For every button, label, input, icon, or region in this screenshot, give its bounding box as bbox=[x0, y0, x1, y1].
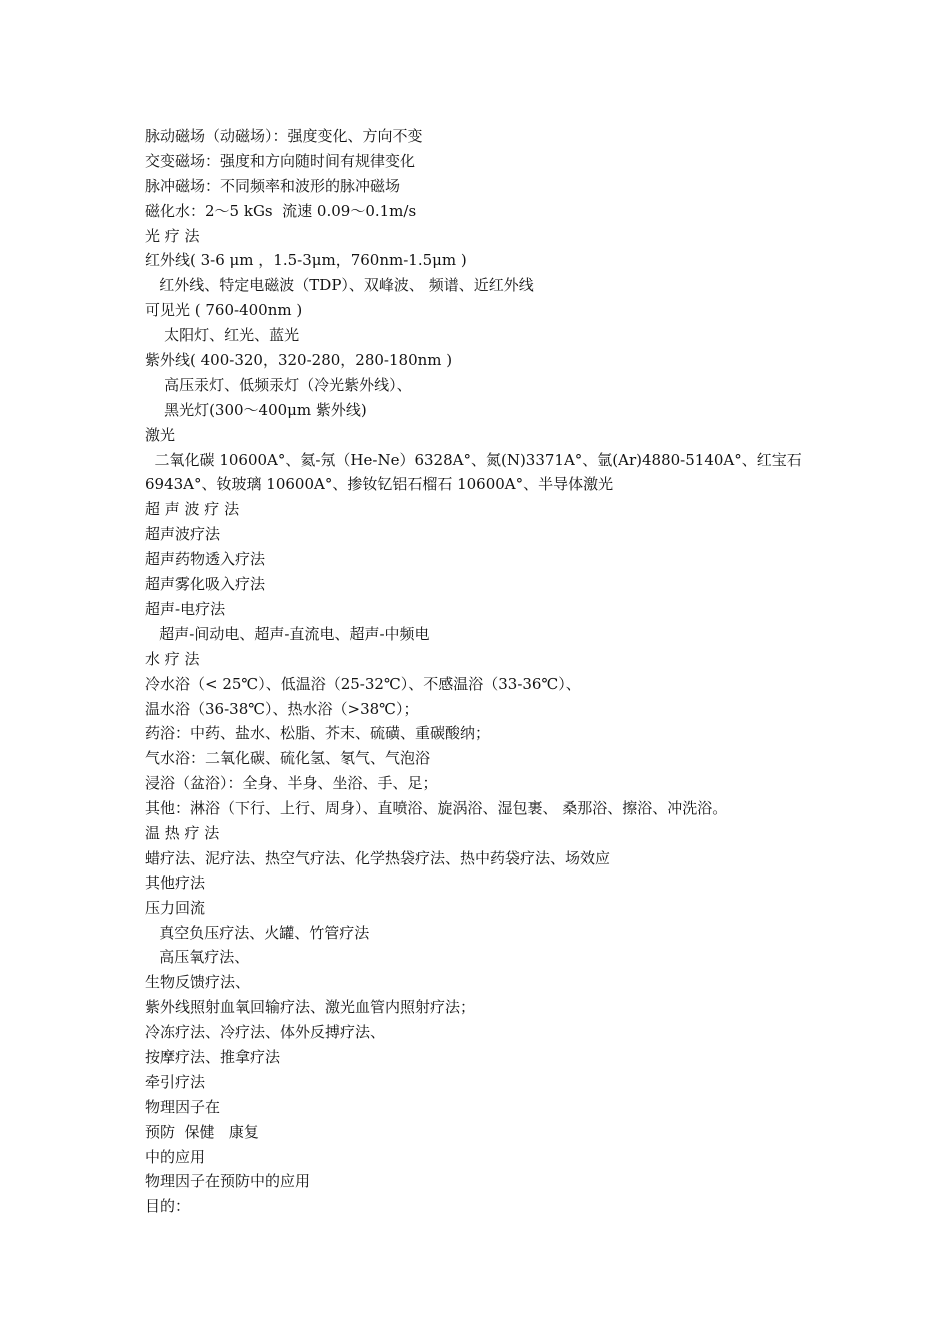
section-heading: 光 疗 法 bbox=[145, 226, 200, 245]
text-line: 气水浴：二氧化碳、硫化氢、氡气、气泡浴 bbox=[145, 749, 431, 768]
section-heading: 温 热 疗 法 bbox=[145, 823, 220, 842]
text-paragraph: 二氧化碳 10600A°、氦-氖（He-Ne）6328A°、氮(N)3371A°、氩(Ar)4880-5140A°、红宝石 6943A°、钕玻璃 10600A°、掺钕钇铝石榴石 10600A°、半导体激光 bbox=[145, 450, 807, 494]
text-line: 其他疗法 bbox=[145, 873, 206, 892]
text-line: 可见光 ( 760-400nm ) bbox=[145, 301, 303, 320]
text-line: 太阳灯、红光、蓝光 bbox=[145, 326, 300, 345]
text-line: 脉动磁场（动磁场）：强度变化、方向不变 bbox=[145, 127, 423, 145]
text-line: 冷冻疗法、冷疗法、体外反搏疗法、 bbox=[145, 1023, 386, 1042]
section-heading: 水 疗 法 bbox=[145, 649, 200, 668]
text-line: 温水浴（36-38℃）、热水浴（>38℃）； bbox=[145, 699, 419, 718]
text-line: 物理因子在 bbox=[145, 1097, 221, 1116]
text-line: 蜡疗法、泥疗法、热空气疗法、化学热袋疗法、热中药袋疗法、场效应 bbox=[145, 848, 611, 867]
text-line: 牵引疗法 bbox=[145, 1072, 206, 1091]
text-line: 超声雾化吸入疗法 bbox=[145, 575, 266, 594]
text-line: 物理因子在预防中的应用 bbox=[145, 1172, 311, 1191]
text-line: 真空负压疗法、火罐、竹管疗法 bbox=[145, 923, 370, 942]
text-line: 按摩疗法、推拿疗法 bbox=[145, 1047, 281, 1066]
text-line: 磁化水：2～5 kGs 流速 0.09～0.1m/s bbox=[145, 201, 417, 220]
text-line: 中的应用 bbox=[145, 1147, 206, 1166]
text-line: 生物反馈疗法、 bbox=[145, 973, 251, 992]
text-line: 交变磁场：强度和方向随时间有规律变化 bbox=[145, 151, 416, 170]
text-line: 高压氧疗法、 bbox=[145, 948, 250, 967]
text-line: 脉冲磁场：不同频率和波形的脉冲磁场 bbox=[145, 176, 401, 195]
text-line: 超声-间动电、超声-直流电、超声-中频电 bbox=[145, 624, 430, 643]
text-line: 其他：淋浴（下行、上行、周身）、直喷浴、旋涡浴、湿包裹、 桑那浴、擦浴、冲洗浴。 bbox=[145, 799, 728, 818]
text-line: 药浴：中药、盐水、松脂、芥末、硫磺、重碳酸纳； bbox=[145, 724, 491, 743]
text-line: 目的： bbox=[145, 1197, 191, 1216]
document-body bbox=[145, 124, 815, 1219]
text-line: 红外线、特定电磁波（TDP）、双峰波、 频谱、近红外线 bbox=[145, 276, 534, 295]
text-line: 黑光灯(300～400μm 紫外线) bbox=[145, 400, 367, 419]
section-heading: 超 声 波 疗 法 bbox=[145, 500, 240, 519]
text-line: 紫外线( 400-320，320-280，280-180nm ) bbox=[145, 351, 453, 370]
text-line: 超声-电疗法 bbox=[145, 599, 226, 618]
text-line: 浸浴（盆浴）：全身、半身、坐浴、手、足； bbox=[145, 774, 438, 793]
text-line: 压力回流 bbox=[145, 898, 206, 917]
text-line: 红外线( 3-6 μm ，1.5-3μm，760nm-1.5μm ) bbox=[145, 251, 467, 270]
text-line: 超声波疗法 bbox=[145, 525, 221, 544]
text-line: 紫外线照射血氧回输疗法、激光血管内照射疗法； bbox=[145, 998, 476, 1017]
text-line: 预防 保健 康复 bbox=[145, 1122, 259, 1141]
text-line: 高压汞灯、低频汞灯（冷光紫外线）、 bbox=[145, 375, 412, 394]
text-line: 超声药物透入疗法 bbox=[145, 550, 266, 569]
text-line: 冷水浴（< 25℃）、低温浴（25-32℃）、不感温浴（33-36℃）、 bbox=[145, 674, 581, 693]
text-line: 激光 bbox=[145, 425, 176, 444]
